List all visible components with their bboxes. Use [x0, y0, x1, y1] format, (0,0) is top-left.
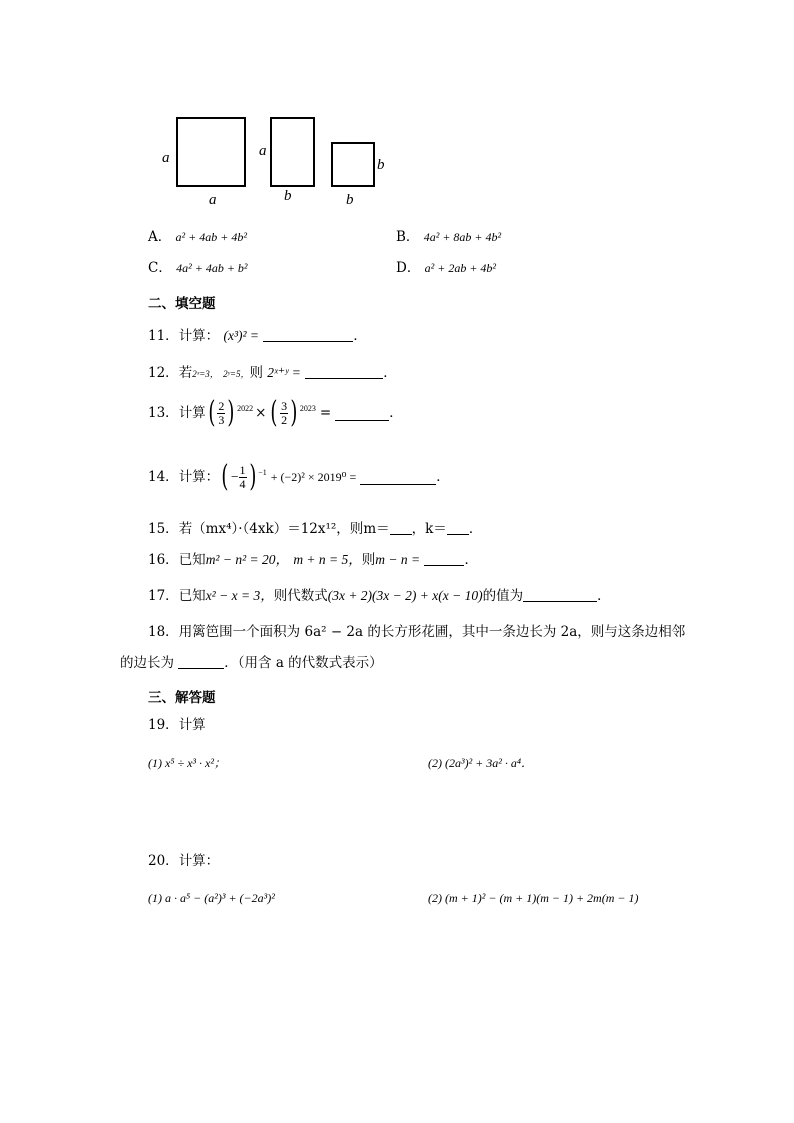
q17-end: ． [597, 588, 611, 604]
q18-number: 18． [148, 624, 179, 640]
q15-end: ． [468, 521, 483, 537]
square-a-side-label: a [162, 150, 170, 166]
q16-answer-blank[interactable] [424, 551, 464, 566]
option-d-expr: a² + 2ab + 4b² [424, 261, 497, 275]
q11-expr: (x³)² = [223, 328, 260, 343]
q13-number: 13． [148, 405, 179, 421]
question-16 [148, 551, 478, 569]
q12-number: 12． [148, 365, 179, 381]
q17-algebraic-label: 则代数式 [273, 588, 328, 604]
square-b-bottom-label: b [346, 192, 354, 208]
q19-number: 19． [148, 717, 179, 733]
q19-text: 计算 [178, 717, 206, 733]
q12-cond-2: 2ʸ=5， [223, 369, 250, 379]
rectangle-side-label: a [259, 143, 267, 159]
q17-tail: 的值为 [482, 588, 524, 604]
question-17 [148, 587, 611, 605]
question-11 [148, 327, 367, 345]
q13-times: × [255, 405, 267, 421]
q13-end: ． [389, 405, 403, 421]
option-a-letter: A． [148, 229, 172, 245]
option-c-letter: C． [148, 260, 172, 276]
question-19 [148, 716, 206, 734]
q17-answer-blank[interactable] [523, 587, 597, 602]
q13-equals: = [319, 405, 332, 421]
q12-expr: 2ˣ⁺ʸ = [267, 365, 301, 380]
q11-text: 计算： [178, 328, 220, 344]
q20-part-2: (2) (m + 1)² − (m + 1)(m − 1) + 2m(m − 1) [428, 891, 639, 905]
q18-line-2-start: 的边长为 [120, 655, 174, 671]
q14-rest: + (−2)² × 2019⁰ = [270, 470, 357, 484]
q12-end: ． [383, 365, 397, 381]
q16-expr: m − n = [375, 552, 421, 567]
q20-number: 20． [148, 853, 179, 869]
question-20 [148, 852, 219, 870]
q14-text: 计算： [178, 469, 220, 485]
q16-cond-2: m + n = 5， [293, 552, 362, 567]
option-a [148, 228, 247, 246]
square-a [176, 117, 246, 187]
q16-text: 已知 [178, 552, 206, 568]
q17-expr: (3x + 2)(3x − 2) + x(x − 10) [327, 588, 483, 603]
q14-minus: − [230, 469, 239, 484]
q13-exponent-1: 2022 [237, 404, 254, 413]
q14-answer-blank[interactable] [360, 470, 436, 485]
q16-end: ． [464, 552, 478, 568]
q15-number: 15． [148, 521, 179, 537]
q12-then: 则 [249, 365, 263, 381]
q17-cond: x² − x = 3， [205, 588, 274, 603]
question-12 [148, 364, 397, 383]
q13-fraction-1: $\frac{2}{3}$ [218, 398, 225, 427]
q13-fraction-2: $\frac{3}{2}$ [281, 398, 288, 427]
option-d [396, 259, 496, 277]
option-c-expr: 4a² + 4ab + b² [176, 261, 248, 275]
square-b [331, 142, 375, 187]
option-b-letter: B． [396, 229, 420, 245]
question-14: 14． 计算： ( − $\frac{1}{4}$ ) −1 + (−2)² × 2019⁰ = ． [148, 459, 450, 494]
question-18-line-2 [120, 654, 383, 672]
q18-line-2-end: ．（用含 a 的代数式表示） [224, 655, 383, 671]
q19-part-2: (2) (2a³)² + 3a² · a⁴． [428, 756, 534, 770]
q15-m-blank[interactable] [390, 520, 412, 535]
q13-answer-blank[interactable] [335, 406, 389, 421]
q15-k-blank[interactable] [447, 520, 469, 535]
q17-text: 已知 [178, 588, 206, 604]
square-b-side-label: b [377, 157, 385, 173]
rectangle-bottom-label: b [284, 188, 292, 204]
q19-part-1: (1) x⁵ ÷ x³ · x²； [148, 756, 226, 770]
q17-number: 17． [148, 588, 179, 604]
q16-cond-1: m² − n² = 20， [205, 552, 290, 567]
q14-fraction: $\frac{1}{4}$ [239, 462, 246, 491]
rectangle-ab [270, 117, 315, 187]
q12-text: 若 [178, 365, 193, 381]
option-b [396, 228, 501, 246]
q14-end: ． [436, 469, 450, 485]
section-solve-heading: 三、解答题 [148, 690, 216, 706]
q18-line-1-text: 用篱笆围一个面积为 6a² − 2a 的长方形花圃，其中一条边长为 2a，则与这条边相邻 [178, 624, 686, 640]
q11-answer-blank[interactable] [263, 327, 353, 342]
q15-text: 若（mx⁴）·（4xk）＝12x¹²，则 [178, 521, 364, 537]
q13-text: 计算 [178, 405, 206, 421]
q15-k-label: ，k＝ [411, 521, 447, 537]
option-b-expr: 4a² + 8ab + 4b² [423, 230, 502, 244]
q16-number: 16． [148, 552, 179, 568]
q12-answer-blank[interactable] [305, 364, 383, 379]
q14-number: 14． [148, 469, 179, 485]
q14-exponent: −1 [258, 468, 267, 477]
q20-text: 计算： [178, 853, 220, 869]
q16-then: 则 [361, 552, 376, 568]
q11-number: 11． [148, 328, 179, 344]
section-fill-heading: 二、填空题 [148, 296, 216, 312]
q15-m-label: m＝ [363, 521, 390, 537]
question-18-line-1 [148, 623, 685, 641]
q20-part-1: (1) a · a⁵ − (a²)³ + (−2a³)² [148, 891, 275, 905]
option-a-expr: a² + 4ab + 4b² [175, 230, 247, 244]
option-d-letter: D． [396, 260, 421, 276]
q11-end: ． [353, 328, 367, 344]
q13-exponent-2: 2023 [299, 404, 316, 413]
question-13: 13． 计算 ( $\frac{2}{3}$ ) 2022 × ( $\frac{3}{2}$ ) 2023 = ． [148, 395, 403, 430]
question-15 [148, 520, 482, 538]
q12-cond-1: 2ˣ=3， [192, 369, 219, 379]
option-c [148, 259, 248, 277]
square-a-bottom-label: a [209, 192, 217, 208]
q18-answer-blank[interactable] [178, 654, 224, 669]
